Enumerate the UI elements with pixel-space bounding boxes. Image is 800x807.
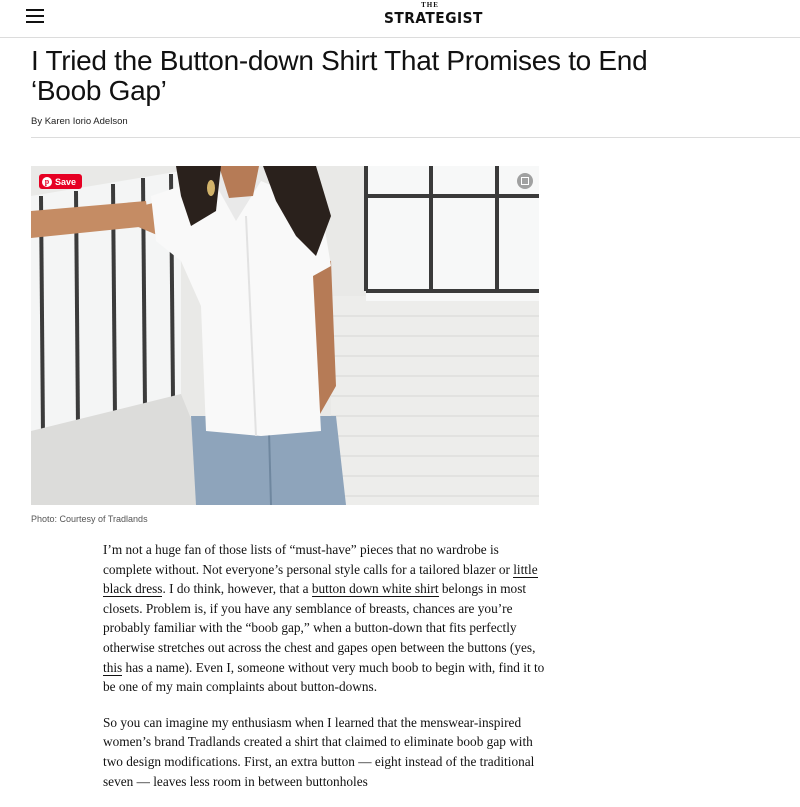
expand-icon[interactable] <box>517 173 533 189</box>
little-black-dress-link[interactable]: little black dress <box>103 561 538 597</box>
pinterest-save-button[interactable] <box>39 174 82 189</box>
article-headline <box>31 46 731 106</box>
header-divider <box>31 137 800 138</box>
site-logo[interactable] <box>380 0 483 34</box>
paragraph-1-text-a: I’m not a huge fan of those lists of “must-have” pieces that no wardrobe is complete without. Not everyone’s personal style calls for a tailored blazer or <box>103 542 514 577</box>
pinterest-icon: p <box>42 177 52 187</box>
article-body <box>103 540 548 807</box>
paragraph-2: So you can imagine my enthusiasm when I learned that the menswear-inspired women’s brand Tradlands created a shirt that claimed to eliminate boob gap with two design modifications. First, an extra button — eight instead of the traditional seven — leaves less room in between buttonholes <box>103 714 535 789</box>
article-photo <box>31 166 539 505</box>
hamburger-menu-icon[interactable] <box>26 9 46 25</box>
paragraph-1-text-b: . I do think, however, that a <box>162 581 312 597</box>
paragraph-1-text-d: has a name). Even I, someone without very much boob to begin with, find it to be one of my main complaints about button-downs. <box>103 659 545 695</box>
headline-line-2: ‘Boob Gap’ <box>31 75 167 106</box>
headline-line-1: I Tried the Button-down Shirt That Promises to End <box>31 45 648 76</box>
byline: By Karen Iorio Adelson <box>31 116 128 127</box>
photo-illustration <box>31 166 539 505</box>
paragraph-1-text-c: belongs in most closets. Problem is, if you have any semblance of breasts, chances are you’re probably familiar with the “boob gap,” when a button-down that fits perfectly otherwise stretches out across the chest and gapes open between the buttons (yes, <box>103 581 536 655</box>
logo-name-text: STRATEGIST <box>384 9 483 27</box>
photo-caption: Photo: Courtesy of Tradlands <box>31 514 148 524</box>
button-down-white-shirt-link[interactable]: button down white shirt <box>311 581 439 597</box>
save-label: Save <box>55 176 77 187</box>
paragraph-1 <box>103 540 548 697</box>
logo-the-text: THE <box>421 1 439 9</box>
top-bar <box>0 0 800 38</box>
this-link[interactable]: this <box>103 659 123 675</box>
